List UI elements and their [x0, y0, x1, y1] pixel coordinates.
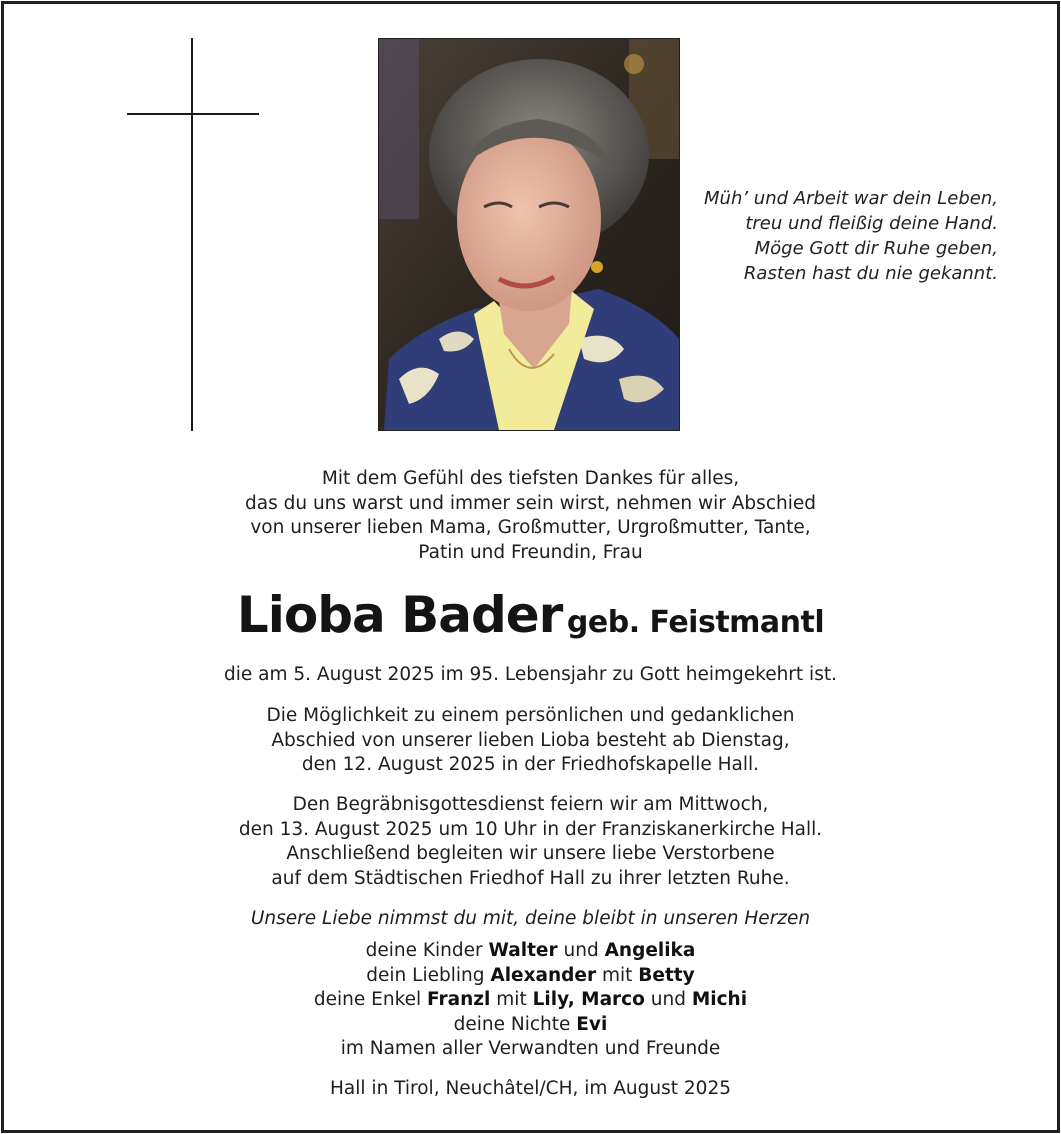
deceased-maiden-name: geb. Feistmantl [566, 605, 825, 640]
deceased-name: Lioba Bader [236, 586, 563, 644]
family-niece: deine Nichte Evi [453, 1013, 608, 1035]
poem-line: Rasten hast du nie gekannt. [743, 263, 998, 284]
family-list [0, 939, 1061, 1062]
family-name: Evi [576, 1013, 608, 1035]
funeral-text [0, 793, 1061, 891]
funeral-line: den 13. August 2025 um 10 Uhr in der Franziskanerkirche Hall. [238, 818, 823, 840]
family-favorite: dein Liebling Alexander mit Betty [366, 964, 695, 986]
family-grandchildren: deine Enkel Franzl mit Lily, Marco und Michi [313, 989, 748, 1010]
farewell-line: den 12. August 2025 in der Friedhofskapelle Hall. [301, 754, 760, 775]
intro-text [0, 467, 1061, 565]
cross-icon-bar [127, 113, 259, 115]
family-name: Lily, Marco [532, 989, 645, 1010]
family-name: Betty [638, 964, 695, 986]
family-name: Walter [488, 940, 558, 961]
intro-line: Patin und Freundin, Frau [418, 541, 643, 563]
poem-line: treu und fleißig deine Hand. [745, 213, 998, 234]
farewell-text [0, 704, 1061, 778]
intro-line: von unserer lieben Mama, Großmutter, Urgroßmutter, Tante, [250, 517, 811, 538]
cross-icon [191, 38, 193, 431]
poem-line: Müh’ und Arbeit war dein Leben, [704, 188, 998, 209]
funeral-line: auf dem Städtischen Friedhof Hall zu ihrer letzten Ruhe. [271, 867, 790, 889]
family-name: Angelika [604, 940, 696, 961]
farewell-line: Die Möglichkeit zu einem persönlichen und gedanklichen [266, 705, 795, 726]
poem-line: Möge Gott dir Ruhe geben, [754, 238, 998, 259]
death-notice [0, 663, 1061, 688]
poem [640, 186, 998, 286]
motto-line: Unsere Liebe nimmst du mit, deine bleibt in unseren Herzen [250, 908, 811, 929]
intro-line: das du uns warst und immer sein wirst, nehmen wir Abschied [245, 492, 816, 514]
family-name: Alexander [490, 964, 597, 986]
death-notice-line: die am 5. August 2025 im 95. Lebensjahr zu Gott heimgekehrt ist. [224, 664, 837, 685]
farewell-line: Abschied von unserer lieben Lioba besteht ab Dienstag, [271, 729, 790, 751]
family-children: deine Kinder Walter und Angelika [365, 940, 696, 961]
portrait-photo [378, 38, 680, 431]
funeral-line: Den Begräbnisgottesdienst feiern wir am Mittwoch, [292, 794, 769, 815]
place-date-line: Hall in Tirol, Neuchâtel/CH, im August 2025 [330, 1078, 731, 1099]
motto [0, 907, 1061, 932]
place-date [0, 1077, 1061, 1102]
funeral-line: Anschließend begleiten wir unsere liebe Verstorbene [286, 843, 775, 864]
family-name: Michi [691, 989, 748, 1010]
family-name: Franzl [427, 989, 491, 1010]
family-relatives: im Namen aller Verwandten und Freunde [340, 1038, 721, 1059]
intro-line: Mit dem Gefühl des tiefsten Dankes für alles, [321, 468, 740, 489]
deceased-name-line [0, 586, 1061, 644]
